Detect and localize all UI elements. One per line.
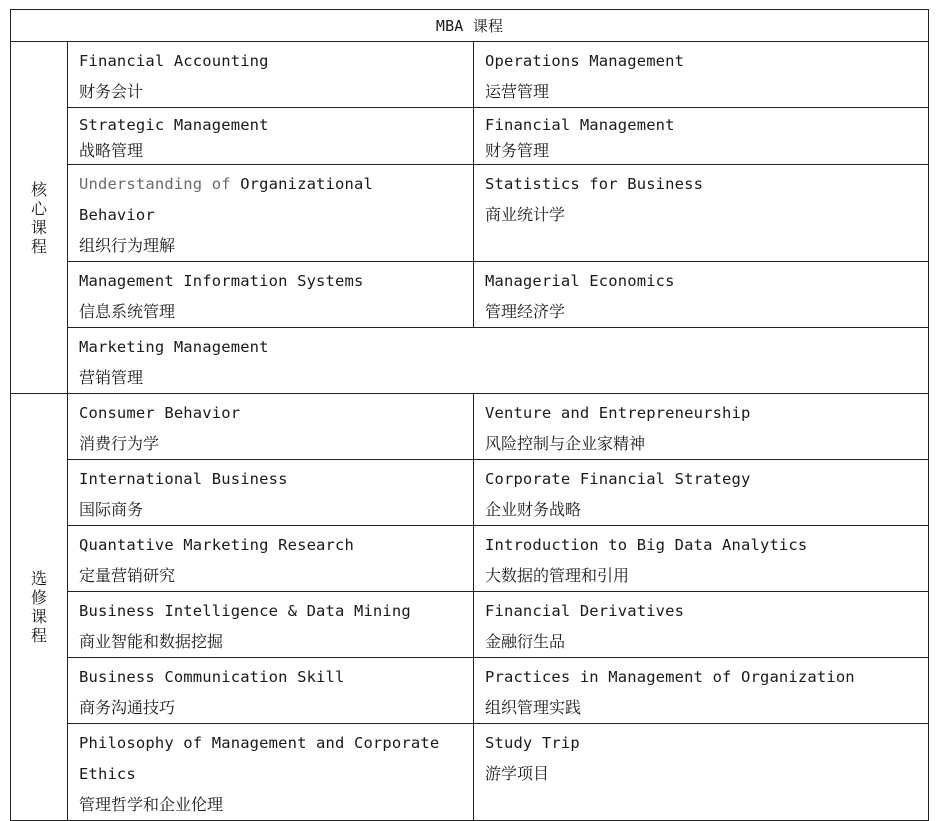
- course-english-name: Consumer Behavior: [79, 404, 241, 422]
- course-english-name: Financial Derivatives: [485, 602, 685, 620]
- course-english-name: International Business: [79, 470, 288, 488]
- course-cell: [68, 394, 474, 460]
- course-cell: [68, 724, 474, 821]
- course-cell: [68, 165, 474, 262]
- course-english-name: Practices in Management of Organization: [485, 668, 855, 686]
- course-cell: [68, 328, 929, 394]
- course-chinese-name: 商业统计学: [485, 205, 566, 224]
- course-chinese-name: 金融衍生品: [485, 632, 566, 651]
- course-cell: [474, 658, 929, 724]
- course-chinese-name: 国际商务: [79, 500, 144, 519]
- course-chinese-name: 管理经济学: [485, 302, 566, 321]
- course-english-name: [79, 169, 473, 200]
- table-row: [11, 165, 929, 262]
- course-cell: [68, 526, 474, 592]
- course-chinese-name: 大数据的管理和引用: [485, 566, 630, 585]
- core-courses-group-cell: [11, 42, 68, 394]
- table-row: [11, 108, 929, 165]
- course-chinese-name: 企业财务战略: [485, 500, 582, 519]
- course-cell: [474, 724, 929, 821]
- course-english-name: Statistics for Business: [485, 175, 704, 193]
- course-cell: [68, 592, 474, 658]
- table-row: [11, 724, 929, 821]
- course-chinese-name: 组织管理实践: [485, 698, 582, 717]
- course-chinese-name: 信息系统管理: [79, 302, 176, 321]
- core-label-char: 心: [30, 198, 47, 218]
- course-chinese-name: 营销管理: [79, 368, 144, 387]
- course-english-name-line2: Behavior: [79, 206, 155, 224]
- course-english-name: Marketing Management: [79, 338, 269, 356]
- elective-courses-label: [30, 569, 48, 645]
- course-chinese-name: 商业智能和数据挖掘: [79, 632, 224, 651]
- course-chinese-name: 商务沟通技巧: [79, 698, 176, 717]
- course-english-name: Corporate Financial Strategy: [485, 470, 751, 488]
- course-english-name: Venture and Entrepreneurship: [485, 404, 751, 422]
- course-cell: [474, 262, 929, 328]
- table-row: [11, 328, 929, 394]
- course-english-name: Introduction to Big Data Analytics: [485, 536, 808, 554]
- course-english-name: Managerial Economics: [485, 272, 675, 290]
- table-row: [11, 592, 929, 658]
- course-english-name: Strategic Management: [79, 116, 269, 134]
- course-english-name: Financial Management: [485, 116, 675, 134]
- mba-curriculum-table: [10, 9, 929, 821]
- course-cell: [68, 262, 474, 328]
- course-english-name-line2: Ethics: [79, 765, 136, 783]
- course-english-name-prefix: Understanding of: [79, 175, 241, 193]
- table-header-row: [11, 10, 929, 42]
- course-chinese-name: 财务管理: [485, 141, 550, 160]
- course-english-name: Business Communication Skill: [79, 668, 345, 686]
- course-chinese-name: 战略管理: [79, 141, 144, 160]
- course-cell: [68, 42, 474, 108]
- table-row: [11, 526, 929, 592]
- course-cell: [68, 460, 474, 526]
- course-english-name: Business Intelligence & Data Mining: [79, 602, 411, 620]
- core-label-char: 核: [30, 179, 47, 199]
- course-chinese-name: 消费行为学: [79, 434, 160, 453]
- table-row: [11, 658, 929, 724]
- course-cell: [474, 460, 929, 526]
- core-courses-label: [30, 180, 48, 256]
- core-label-char: 课: [30, 217, 47, 237]
- course-english-name-rest: Organizational: [240, 175, 373, 193]
- course-english-name: Study Trip: [485, 734, 580, 752]
- course-english-name: Philosophy of Management and Corporate: [79, 734, 440, 752]
- course-chinese-name: 财务会计: [79, 82, 144, 101]
- course-chinese-name: 组织行为理解: [79, 236, 176, 255]
- course-english-name: Management Information Systems: [79, 272, 364, 290]
- course-cell: [474, 108, 929, 165]
- elective-label-char: 程: [30, 626, 47, 645]
- course-cell: [474, 394, 929, 460]
- table-title: MBA 课程: [11, 10, 929, 42]
- table-row: [11, 394, 929, 460]
- course-english-name: Quantative Marketing Research: [79, 536, 354, 554]
- course-cell: [474, 526, 929, 592]
- core-label-char: 程: [30, 236, 47, 256]
- course-chinese-name: 定量营销研究: [79, 566, 176, 585]
- course-cell: [68, 108, 474, 165]
- course-chinese-name: 管理哲学和企业伦理: [79, 795, 224, 814]
- course-chinese-name: 风险控制与企业家精神: [485, 434, 646, 453]
- table-row: [11, 262, 929, 328]
- elective-courses-group-cell: [11, 394, 68, 821]
- course-chinese-name: 游学项目: [485, 764, 550, 783]
- course-cell: [474, 165, 929, 262]
- table-row: [11, 42, 929, 108]
- elective-label-char: 选: [30, 569, 47, 588]
- table-row: [11, 460, 929, 526]
- course-cell: [68, 658, 474, 724]
- elective-label-char: 修: [30, 588, 47, 607]
- course-cell: [474, 592, 929, 658]
- course-cell: [474, 42, 929, 108]
- course-chinese-name: 运营管理: [485, 82, 550, 101]
- course-english-name: Financial Accounting: [79, 52, 269, 70]
- elective-label-char: 课: [30, 607, 47, 626]
- course-english-name: Operations Management: [485, 52, 685, 70]
